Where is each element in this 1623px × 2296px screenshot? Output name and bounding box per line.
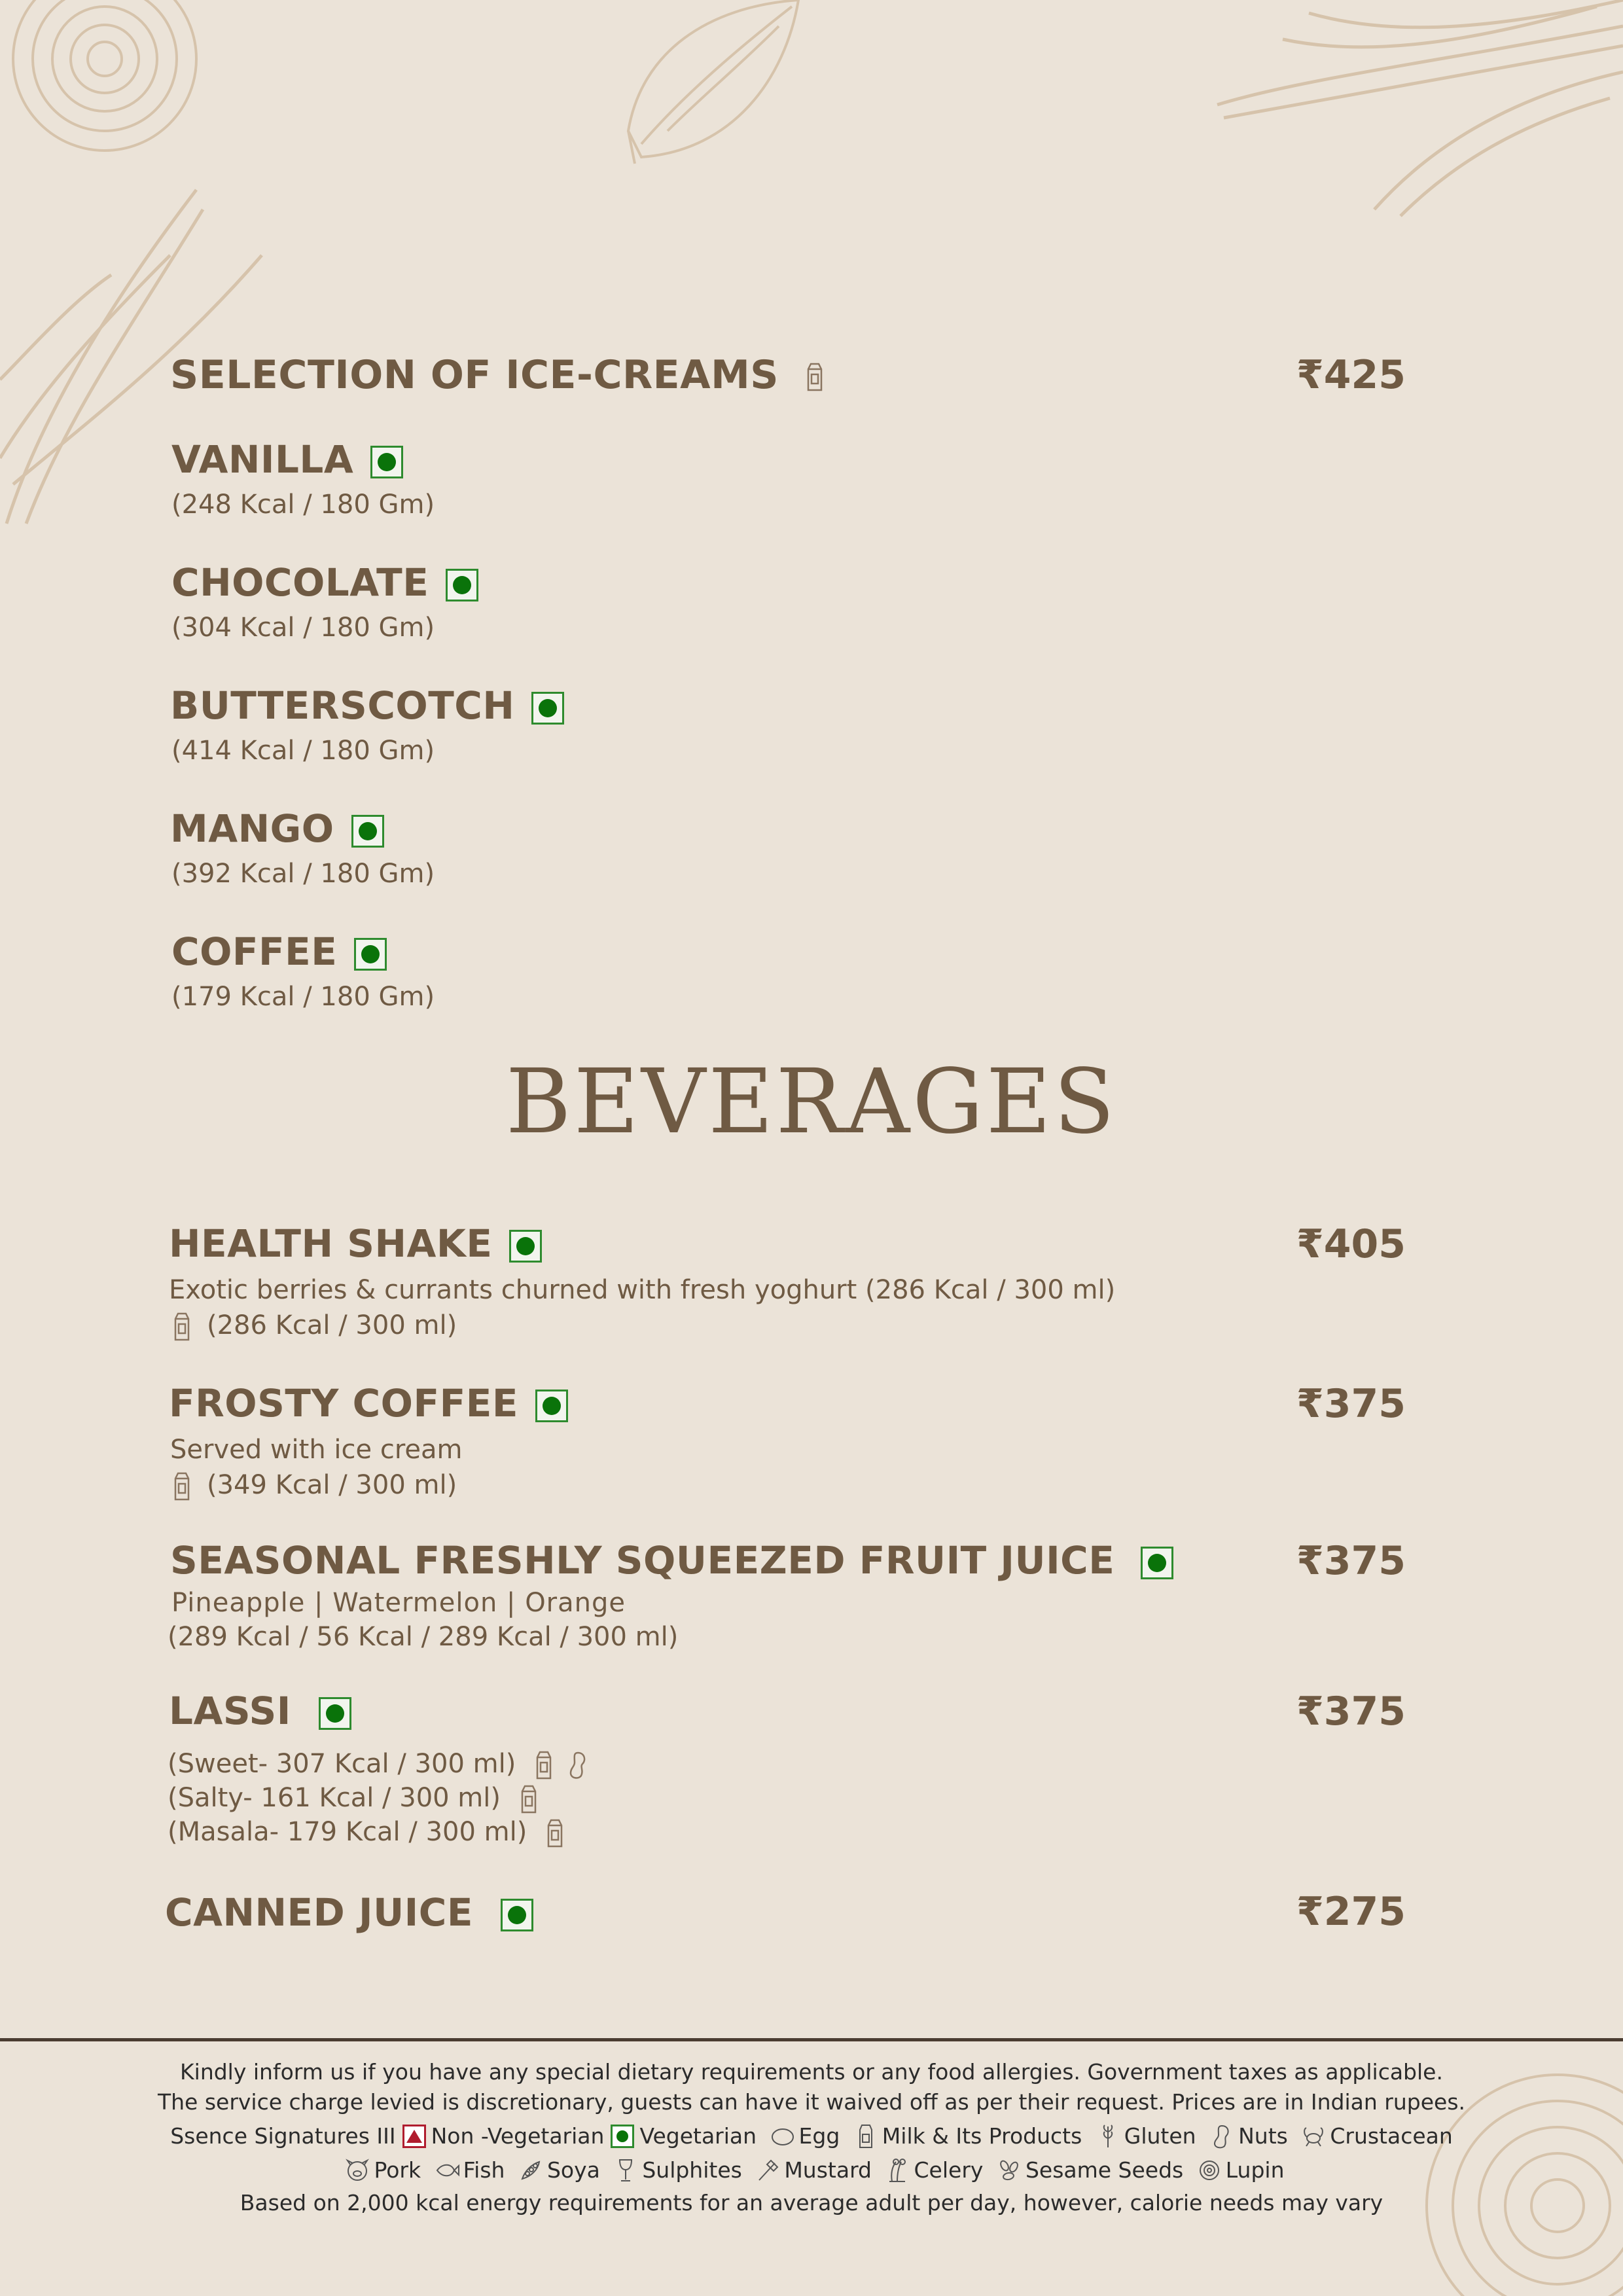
legend-nuts: Nuts [1238,2123,1288,2149]
veg-icon [446,569,478,601]
item-detail: (349 Kcal / 300 ml) [207,1470,457,1500]
item-description: Exotic berries & currants churned with fresh yoghurt (286 Kcal / 300 ml) [169,1275,1116,1305]
nuts-icon [1209,2124,1234,2149]
legend-veg: Vegetarian [639,2123,757,2149]
lassi-salty-row [168,1783,539,1814]
celery-icon [885,2158,910,2183]
footer-service-note: The service charge levied is discretionary, guests can have it waived off as per their request. Prices are in Indian rupees. [157,2089,1466,2115]
veg-icon [509,1230,542,1263]
legend-non-veg: Non -Vegetarian [431,2123,605,2149]
legend-fish: Fish [463,2157,505,2183]
legend-lupin: Lupin [1225,2157,1285,2183]
decor-swirl-top-left [0,0,249,170]
icecream-item-butterscotch [170,683,564,728]
lassi-masala-row [168,1817,565,1848]
gluten-icon [1096,2124,1120,2149]
sulphites-icon [613,2158,638,2183]
item-name: COFFEE [171,929,338,974]
milk-icon [544,1819,565,1848]
signature-label: Ssence Signatures III [170,2123,396,2149]
section-heading-beverages: BEVERAGES [505,1050,1118,1154]
legend-egg: Egg [798,2123,840,2149]
item-detail: (286 Kcal / 300 ml) [207,1310,457,1340]
decor-leaves-top-right [1204,0,1623,223]
icecream-item-coffee [171,929,387,974]
milk-icon [171,1472,192,1501]
icecreams-price: ₹425 [1296,352,1406,398]
item-name: FROSTY COFFEE [169,1381,518,1426]
milk-icon [533,1751,554,1780]
footer-legend-row-2 [0,2156,1623,2183]
legend-mustard: Mustard [784,2157,872,2183]
mustard-icon [755,2158,780,2183]
item-name: CANNED JUICE [165,1890,473,1935]
veg-icon [1141,1547,1173,1579]
item-detail: (392 Kcal / 180 Gm) [171,859,435,889]
item-name: VANILLA [171,437,354,482]
item-name: LASSI [169,1689,291,1733]
legend-sulphites: Sulphites [642,2157,742,2183]
item-detail: (179 Kcal / 180 Gm) [171,982,435,1012]
legend-sesame: Sesame Seeds [1025,2157,1184,2183]
fish-icon [435,2158,459,2183]
item-detail: (414 Kcal / 180 Gm) [171,736,435,766]
item-description: Served with ice cream [170,1435,463,1465]
legend-gluten: Gluten [1124,2123,1196,2149]
veg-icon [535,1390,568,1422]
milk-icon [804,363,825,391]
nuts-icon [567,1751,589,1780]
lassi-sweet-row [168,1749,589,1780]
decor-leaf-top-center [602,0,838,170]
non-veg-icon [402,2125,426,2148]
item-price: ₹275 [1296,1889,1406,1935]
legend-pork: Pork [374,2157,421,2183]
item-name: HEALTH SHAKE [169,1221,493,1266]
milk-icon [518,1785,539,1814]
veg-icon [351,815,384,848]
veg-icon [611,2125,634,2148]
beverage-canned-juice [165,1890,533,1935]
item-detail-row [171,1310,457,1341]
item-description: Pineapple | Watermelon | Orange [171,1588,626,1618]
lassi-salty: (Salty- 161 Kcal / 300 ml) [168,1783,501,1813]
beverage-fruit-juice [170,1538,1173,1583]
lassi-masala: (Masala- 179 Kcal / 300 ml) [168,1817,527,1847]
item-price: ₹375 [1296,1689,1406,1734]
item-detail: (304 Kcal / 180 Gm) [171,613,435,643]
veg-icon [501,1899,533,1931]
soya-icon [518,2158,543,2183]
item-price: ₹375 [1296,1381,1406,1427]
veg-icon [531,692,564,725]
crustacean-icon [1301,2124,1326,2149]
lassi-sweet: (Sweet- 307 Kcal / 300 ml) [168,1749,516,1779]
icecream-item-mango [170,806,384,851]
beverage-health-shake [169,1221,542,1266]
item-price: ₹405 [1296,1221,1406,1267]
footer-allergy-note: Kindly inform us if you have any special dietary requirements or any food allergies. Government taxes as applicable. [180,2059,1443,2085]
legend-crustacean: Crustacean [1330,2123,1453,2149]
legend-soya: Soya [546,2157,600,2183]
sesame-icon [997,2158,1022,2183]
milk-icon [853,2124,878,2149]
icecream-item-vanilla [171,437,403,482]
item-price: ₹375 [1296,1538,1406,1584]
veg-icon [319,1697,351,1730]
footer-legend-row-1 [0,2122,1623,2149]
veg-icon [354,938,387,971]
item-detail: (248 Kcal / 180 Gm) [171,490,435,520]
legend-milk: Milk & Its Products [882,2123,1082,2149]
legend-celery: Celery [914,2157,984,2183]
icecream-item-chocolate [171,560,478,605]
footer-divider [0,2038,1623,2041]
egg-icon [770,2124,795,2149]
item-name: BUTTERSCOTCH [170,683,515,728]
item-detail: (289 Kcal / 56 Kcal / 289 Kcal / 300 ml) [168,1622,679,1652]
icecreams-title-text: SELECTION OF ICE-CREAMS [170,352,779,398]
footer-calorie-note: Based on 2,000 kcal energy requirements for an average adult per day, however, calorie needs may vary [240,2190,1383,2215]
milk-icon [171,1312,192,1341]
icecreams-title [170,352,825,398]
beverage-frosty-coffee [169,1381,568,1426]
item-name: SEASONAL FRESHLY SQUEEZED FRUIT JUICE [170,1538,1115,1583]
lupin-icon [1197,2158,1222,2183]
item-detail-row [171,1470,457,1501]
veg-icon [370,446,403,478]
item-name: CHOCOLATE [171,560,429,605]
pork-icon [345,2158,370,2183]
item-name: MANGO [170,806,334,851]
beverage-lassi [169,1689,351,1733]
